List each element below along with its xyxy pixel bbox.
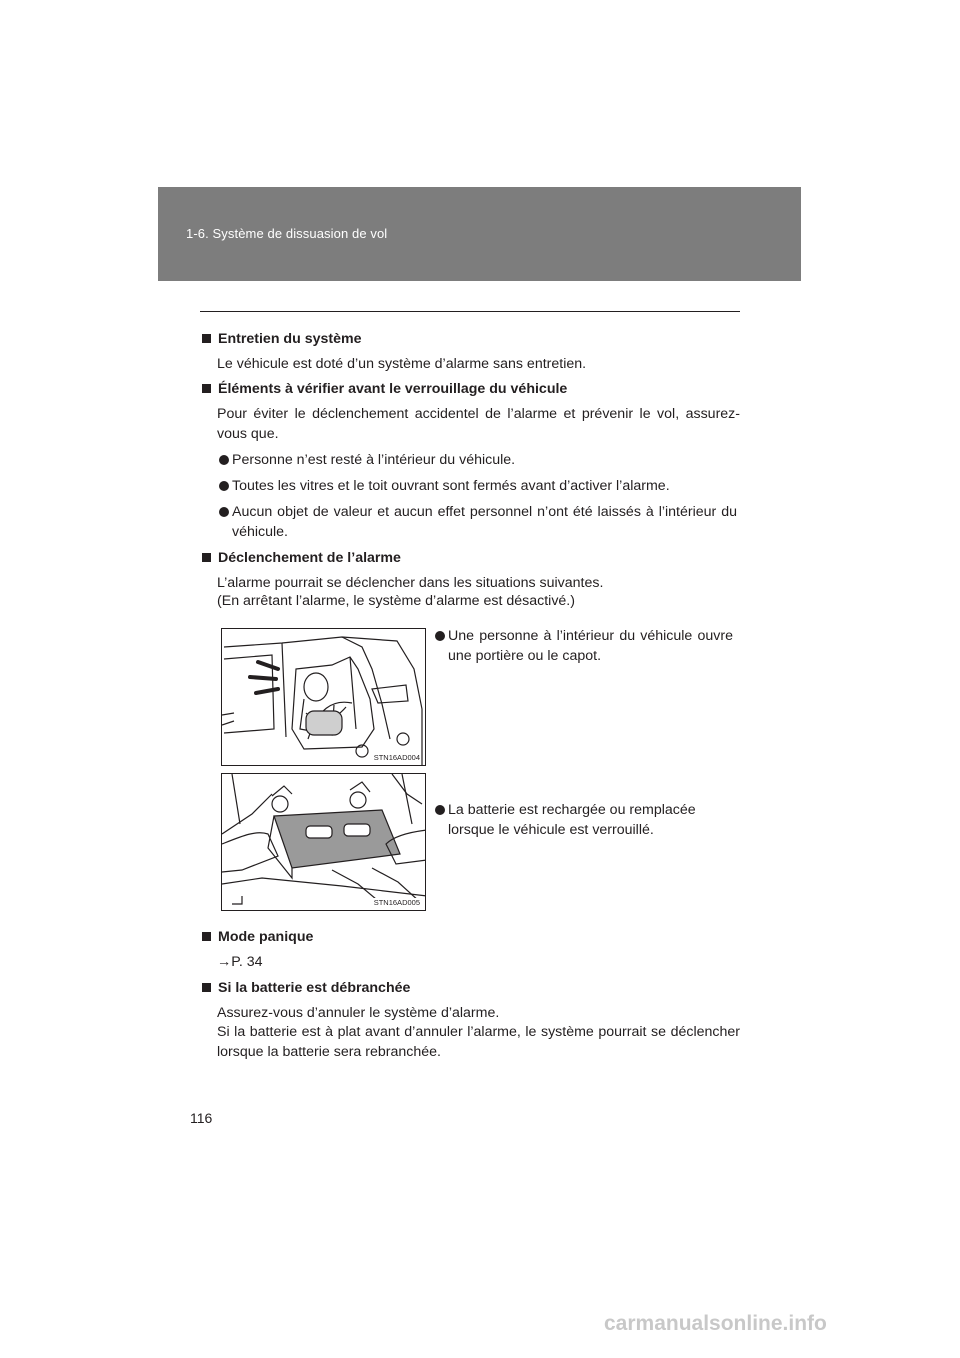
trigger-line-2: (En arrêtant l’alarme, le système d’alarme est désactivé.) (217, 593, 575, 609)
figure-door-open (221, 628, 426, 766)
battery-replacement-illustration (222, 774, 426, 911)
section-title: 1-6. Système de dissuasion de vol (186, 226, 388, 241)
panic-ref-link[interactable]: →P. 34 (217, 954, 263, 970)
square-bullet-icon (202, 553, 211, 562)
square-bullet-icon (202, 334, 211, 343)
heading-battery: Si la batterie est débranchée (202, 978, 410, 998)
page-number: 116 (190, 1110, 213, 1126)
maintenance-text: Le véhicule est doté d’un système d’alarme sans entretien. (217, 356, 587, 372)
battery-line-2: Si la batterie est à plat avant d’annuler l’alarme, le système pourrait se déclencher lorsque la batterie sera rebranchée. (217, 1024, 740, 1060)
checks-intro: Pour éviter le déclenchement accidentel de l’alarme et prévenir le vol, assurez-vous que. (217, 406, 740, 442)
checks-bullet-1: Personne n’est resté à l’intérieur du véhicule. (217, 450, 740, 470)
square-bullet-icon (202, 932, 211, 941)
watermark: carmanualsonline.info (604, 1312, 827, 1335)
checks-bullet-3: Aucun objet de valeur et aucun effet personnel n’ont été laissés à l’intérieur du véhicule. (217, 502, 740, 542)
heading-panic: Mode panique (202, 927, 313, 947)
figure-battery (221, 773, 426, 911)
circle-bullet-icon (219, 507, 229, 517)
trigger-item-1: Une personne à l’intérieur du véhicule ouvre une portière ou le capot. (433, 626, 733, 666)
circle-bullet-icon (435, 631, 445, 641)
trigger-line-1: L’alarme pourrait se déclencher dans les situations suivantes. (217, 575, 604, 591)
heading-checks: Éléments à vérifier avant le verrouillage du véhicule (202, 379, 567, 399)
figure-code: STN16AD004 (373, 753, 420, 762)
square-bullet-icon (202, 983, 211, 992)
heading-maintenance: Entretien du système (202, 329, 362, 349)
circle-bullet-icon (219, 481, 229, 491)
circle-bullet-icon (219, 455, 229, 465)
square-bullet-icon (202, 384, 211, 393)
circle-bullet-icon (435, 805, 445, 815)
trigger-item-2: La batterie est rechargée ou remplacée lorsque le véhicule est verrouillé. (433, 800, 733, 840)
header-rule (200, 311, 740, 312)
figure-code: STN16AD005 (373, 898, 420, 907)
battery-line-1: Assurez-vous d’annuler le système d’alarme. (217, 1005, 500, 1021)
door-opening-illustration (222, 629, 426, 766)
heading-trigger: Déclenchement de l’alarme (202, 548, 401, 568)
checks-bullet-2: Toutes les vitres et le toit ouvrant sont fermés avant d’activer l’alarme. (217, 476, 740, 496)
